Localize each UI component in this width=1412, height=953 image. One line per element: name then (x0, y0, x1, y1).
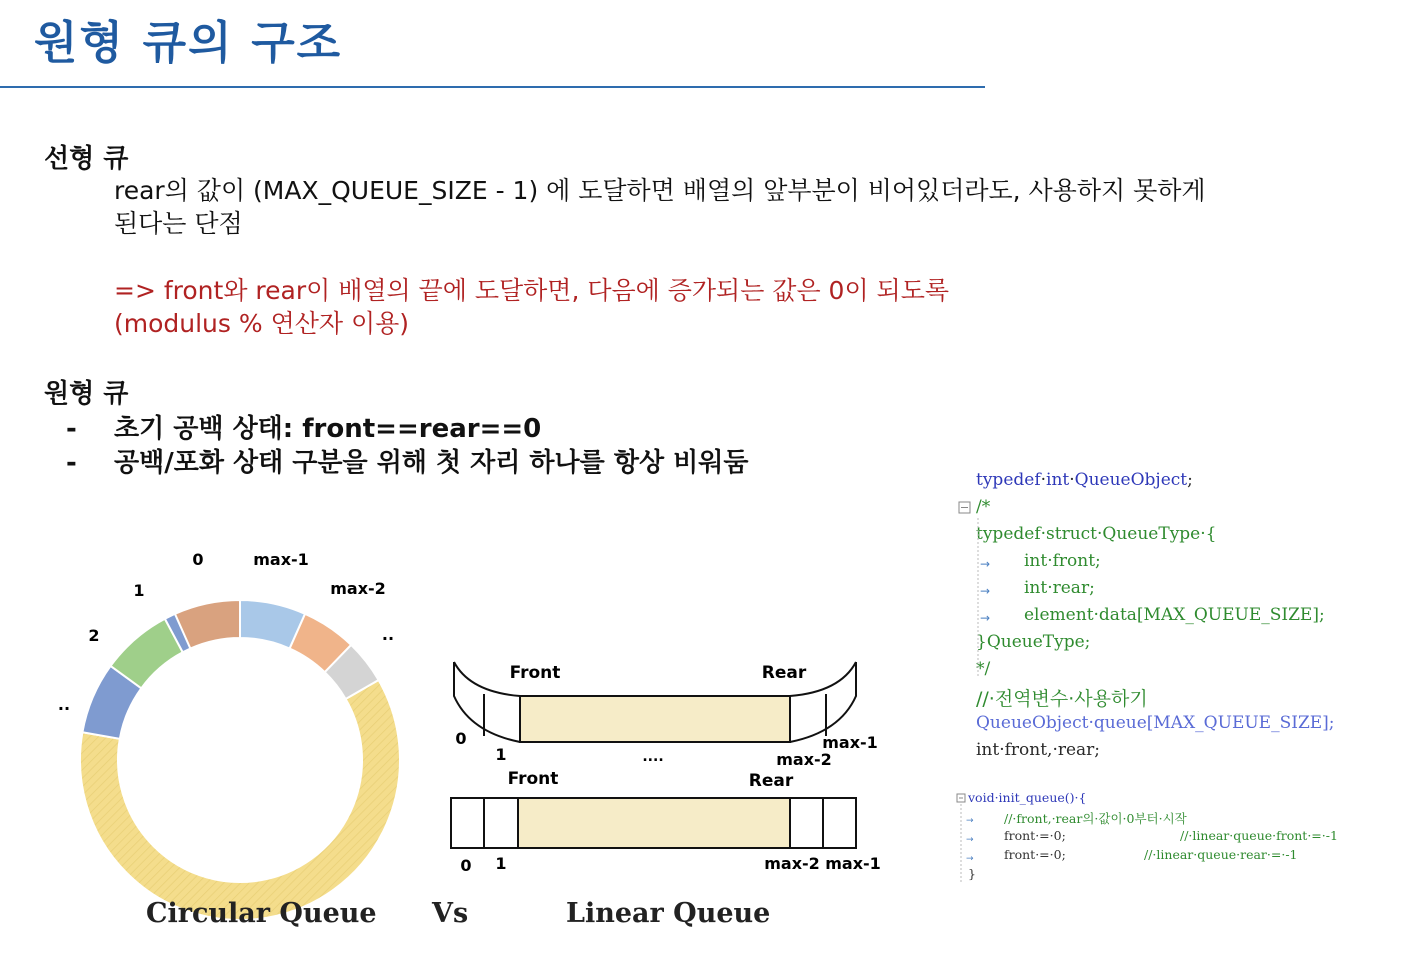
code-line: element·data[MAX_QUEUE_SIZE]; (1024, 605, 1325, 625)
tab-arrow-icon: → (980, 557, 991, 571)
code-line: }QueueType; (976, 632, 1091, 652)
linear-top-dots: .... (642, 749, 664, 765)
linear-top-rear: Rear (761, 663, 807, 683)
linear-bottom-max2: max-2 (764, 854, 820, 873)
linear-top-fill (520, 696, 790, 742)
circular-queue-diagram (40, 540, 420, 910)
linear-bottom-front: Front (507, 769, 559, 789)
code-line: QueueObject·queue[MAX_QUEUE_SIZE]; (976, 713, 1335, 733)
code-fold-gutter (956, 498, 991, 688)
code-line: //·전역변수·사용하기 (976, 688, 1148, 710)
linear-desc-line1: rear의 값이 (MAX_QUEUE_SIZE - 1) 에 도달하면 배열의 앞부분이 비어있더라도, 사용하지 못하게 (114, 176, 1206, 205)
circle-label-max2: max-2 (330, 579, 386, 598)
tab-arrow-icon: → (966, 854, 974, 864)
bullet-item: - 초기 공백 상태: front==rear==0 (66, 414, 542, 444)
init-code-line: void·init_queue()·{ (968, 790, 1087, 805)
tab-arrow-icon: → (980, 584, 991, 598)
tab-arrow-icon: → (966, 816, 974, 826)
linear-bottom-rear: Rear (748, 771, 794, 791)
init-code-line: front·=·0; (1004, 828, 1066, 843)
init-code-line: front·=·0; (1004, 847, 1066, 862)
linear-bottom-zero: 0 (460, 856, 472, 875)
circle-label-2: 2 (88, 626, 100, 645)
solution-line1: => front와 rear이 배열의 끝에 도달하면, 다음에 증가되는 값은 0이 되도록 (114, 276, 949, 305)
caption-linear-queue: Linear Queue (566, 898, 771, 929)
ring-segments (80, 600, 400, 920)
linear-queue-heading: 선형 큐 (44, 144, 129, 174)
tab-arrow-icon: → (966, 835, 974, 845)
bullet-text: 초기 공백 상태: front==rear==0 (114, 414, 542, 444)
circle-label-dots-right: .. (381, 625, 395, 644)
code-line: int·front; (1024, 551, 1101, 571)
code-line: /* (976, 497, 991, 517)
page-title: 원형 큐의 구조 (34, 16, 343, 69)
init-code-line: //·linear·queue·front·=·-1 (1180, 828, 1338, 843)
linear-desc-line2: 된다는 단점 (114, 209, 243, 238)
linear-bottom-one: 1 (495, 854, 507, 873)
init-code-line: //·front,·rear의·값이·0부터·시작 (1004, 811, 1187, 826)
circle-label-dots-left: .. (57, 695, 71, 714)
ring-segment-empty (80, 680, 400, 920)
code-line: typedef·struct·QueueType·{ (976, 524, 1217, 544)
solution-line2: (modulus % 연산자 이용) (114, 309, 410, 338)
linear-top-front: Front (509, 663, 561, 683)
init-code-line: } (968, 866, 976, 881)
title-divider (0, 86, 985, 88)
code-line: int·front,·rear; (976, 740, 1101, 760)
linear-queue-diagram (440, 650, 900, 890)
tab-arrow-icon: → (980, 611, 991, 625)
linear-top-zero: 0 (455, 729, 467, 748)
linear-top-max1: max-1 (822, 733, 878, 752)
circle-label-1: 1 (133, 581, 145, 600)
caption-vs: Vs (432, 898, 469, 929)
code-line: */ (976, 659, 991, 679)
init-code-line: //·linear·queue·rear·=·-1 (1144, 847, 1298, 862)
linear-top-max2: max-2 (776, 750, 832, 769)
code-line: int·rear; (1024, 578, 1095, 598)
caption-circular-queue: Circular Queue (146, 898, 377, 929)
circle-label-0: 0 (192, 550, 204, 569)
linear-top-one: 1 (495, 745, 507, 764)
linear-bottom-max1: max-1 (825, 854, 881, 873)
solution-text (114, 274, 1344, 340)
code-line: typedef·int·QueueObject; (976, 470, 1193, 490)
circular-queue-heading: 원형 큐 (44, 379, 129, 409)
linear-queue-description (114, 174, 1344, 240)
bullet-item: - 공백/포화 상태 구분을 위해 첫 자리 하나를 항상 비워둠 (66, 448, 749, 478)
linear-bottom-fill (518, 798, 790, 848)
bullet-text: 공백/포화 상태 구분을 위해 첫 자리 하나를 항상 비워둠 (114, 448, 749, 478)
circle-label-max1: max-1 (253, 550, 309, 569)
